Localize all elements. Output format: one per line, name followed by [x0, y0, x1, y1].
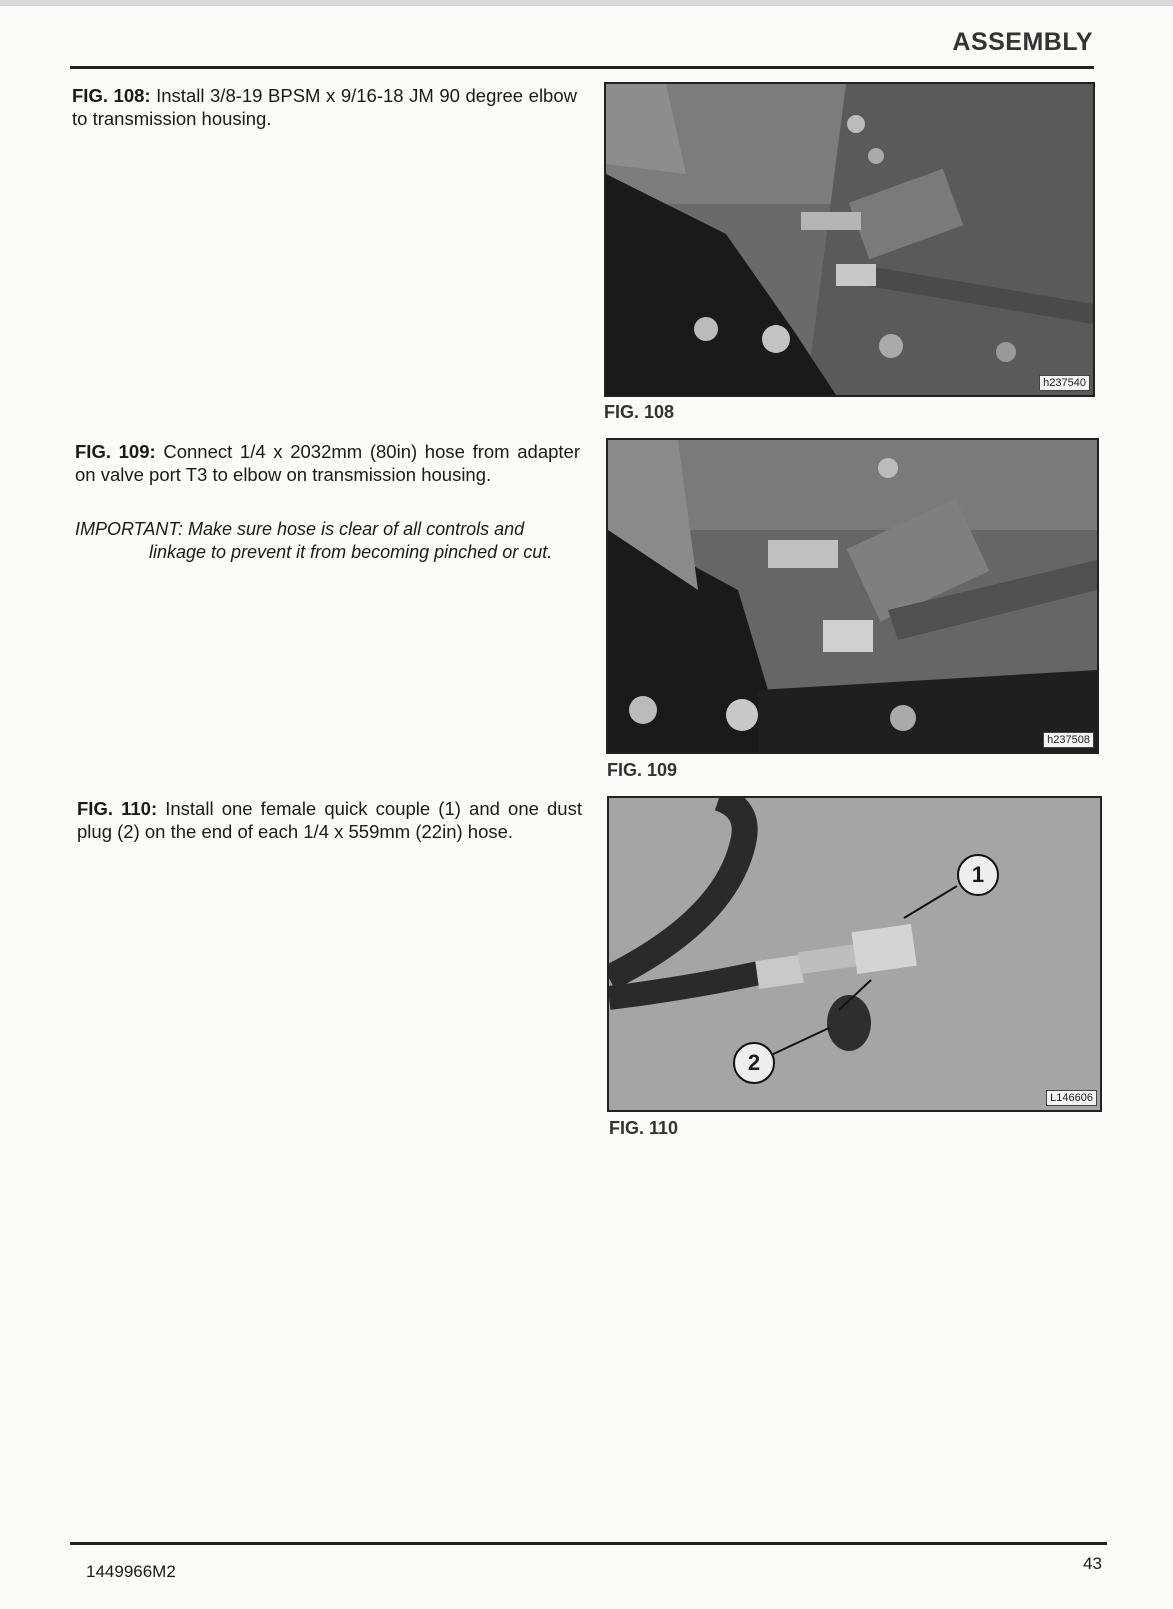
document-number: 1449966M2 — [86, 1562, 176, 1581]
callout-2: 2 — [733, 1042, 775, 1084]
step-text: Connect 1/4 x 2032mm (80in) hose from adapter on valve port T3 to elbow on transmission housing. — [75, 441, 580, 485]
figure-110-caption: FIG. 110 — [609, 1118, 679, 1138]
important-text: Make sure hose is clear of all controls and — [183, 519, 525, 539]
figure-108-photo — [604, 82, 1095, 397]
figure-code: L146606 — [1046, 1090, 1097, 1106]
scan-edge — [0, 0, 1173, 6]
figure-code: h237508 — [1043, 732, 1094, 748]
figure-109-photo — [606, 438, 1099, 754]
footer-rule — [70, 1542, 1107, 1545]
header-rule — [70, 66, 1094, 69]
important-text-cont: linkage to prevent it from becoming pinched or cut. — [149, 542, 553, 562]
figure-109-caption: FIG. 109 — [607, 760, 678, 780]
important-label: IMPORTANT: — [75, 519, 183, 539]
important-note — [75, 518, 580, 564]
step-text: Install one female quick couple (1) and one dust plug (2) on the end of each 1/4 x 559mm (22in) hose. — [77, 798, 582, 842]
figure-108-caption: FIG. 108 — [604, 402, 675, 422]
step-label: FIG. 108: — [72, 85, 151, 106]
step-fig-108 — [72, 84, 577, 130]
section-title: ASSEMBLY — [952, 28, 1093, 56]
step-label: FIG. 110: — [77, 798, 158, 819]
figure-code: h237540 — [1039, 375, 1090, 391]
callout-1: 1 — [957, 854, 999, 896]
step-fig-110 — [77, 797, 582, 843]
figure-110-photo — [607, 796, 1102, 1112]
step-label: FIG. 109: — [75, 441, 156, 462]
step-text: Install 3/8-19 BPSM x 9/16-18 JM 90 degree elbow to transmission housing. — [72, 85, 577, 129]
step-fig-109 — [75, 440, 580, 486]
page-number: 43 — [1083, 1554, 1102, 1573]
